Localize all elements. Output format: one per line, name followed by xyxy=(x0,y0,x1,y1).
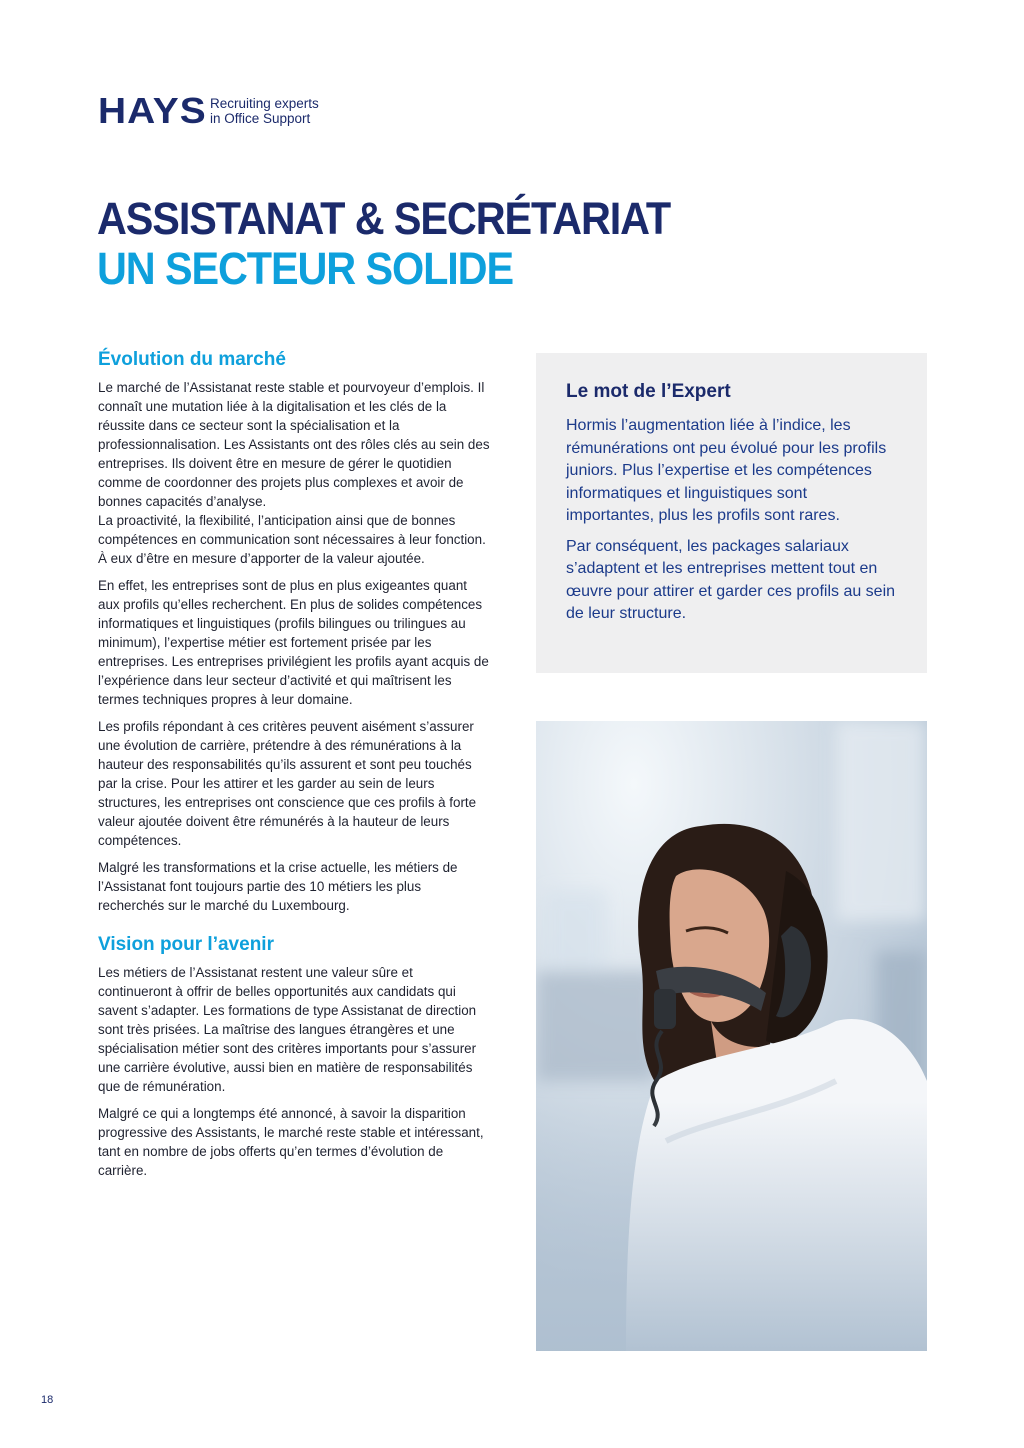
expert-paragraph: Par conséquent, les packages salariaux s’adaptent et les entreprises mettent tout en œuvre pour attirer et garder ces profils au sein de leur structure. xyxy=(566,537,896,622)
logo-tagline-line1: Recruiting experts xyxy=(210,96,319,111)
section-heading-evolution: Évolution du marché xyxy=(98,349,286,370)
paragraph: En effet, les entreprises sont de plus en plus exigeantes quant aux profils qu’elles recherchent. En plus de solides compétences informatiques et linguistiques (profils bilingues ou trilingues au minimum), l’expertise métier est fortement prisée par les entreprises. Les entreprises privilégient les profils ayant acquis de l’expérience dans leur secteur d’activité et qui maîtrisent les termes techniques propres à leur domaine. xyxy=(98,578,489,707)
section-heading-vision: Vision pour l’avenir xyxy=(98,934,274,955)
page-number: 18 xyxy=(41,1394,54,1406)
page-title xyxy=(97,194,720,294)
logo-wordmark: HAYS xyxy=(98,90,207,131)
main-text-column xyxy=(98,346,490,1188)
paragraph: Le marché de l’Assistanat reste stable et pourvoyeur d’emplois. Il connaît une mutation liée à la digitalisation et les clés de la réussite dans ce secteur sont la spécialisation et la professionnalisation. Les Assistants ont des rôles clés au sein des entreprises. Ils doivent être en mesure de gérer le quotidien comme de coordonner des projets plus complexes et avoir de bonnes capacités d’analyse. xyxy=(98,380,490,509)
paragraph: Malgré les transformations et la crise actuelle, les métiers de l’Assistanat font toujours partie des 10 métiers les plus recherchés sur le marché du Luxembourg. xyxy=(98,860,458,913)
office-photo xyxy=(536,721,927,1351)
expert-paragraph: Hormis l’augmentation liée à l’indice, les rémunérations ont peu évolué pour les profils juniors. Plus l’expertise et les compétences informatiques et linguistiques sont importantes, plus les profils sont rares. xyxy=(566,417,887,524)
paragraph: Les métiers de l’Assistanat restent une valeur sûre et continueront à offrir de belles opportunités aux candidats qui savent s’adapter. Les formations de type Assistanat de direction sont très prisées. La maîtrise des langues étrangères et une spécialisation métier sont des critères importants pour s’assurer une carrière évolutive, aussi bien en matière de responsabilités que de rémunération. xyxy=(98,965,477,1094)
paragraph: La proactivité, la flexibilité, l’anticipation ainsi que de bonnes compétences en communication sont nécessaires à leur fonction. À eux d’être en mesure d’apporter de la valeur ajoutée. xyxy=(98,513,486,566)
paragraph: Les profils répondant à ces critères peuvent aisément s’assurer une évolution de carrière, prétendre à des rémunérations à la hauteur des responsabilités qu’ils assurent et sont peu touchés par la crise. Pour les attirer et les garder au sein de leurs structures, les entreprises ont conscience que ces profils à forte valeur ajoutée doivent être rémunérés à la hauteur de leurs compétences. xyxy=(98,719,477,848)
logo-tagline xyxy=(210,96,370,126)
page-title-line2: UN SECTEUR SOLIDE xyxy=(97,243,513,294)
page-title-line1: ASSISTANAT & SECRÉTARIAT xyxy=(97,193,671,244)
office-photo-illustration xyxy=(536,721,927,1351)
expert-heading: Le mot de l’Expert xyxy=(566,381,731,402)
logo-tagline-line2: in Office Support xyxy=(210,111,311,126)
paragraph: Malgré ce qui a longtemps été annoncé, à savoir la disparition progressive des Assistants, le marché reste stable et intéressant, tant en nombre de jobs offerts qu’en termes d’évolution de carrière. xyxy=(98,1106,484,1178)
expert-quote-box xyxy=(536,353,927,673)
